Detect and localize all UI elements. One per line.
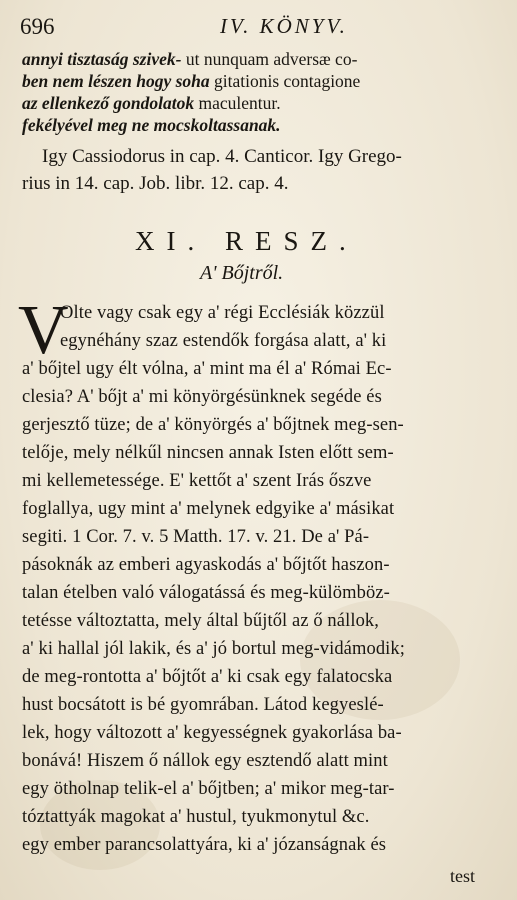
body-line: egynéhány szaz estendők forgása alatt, a' ki	[60, 331, 387, 351]
quote-italic-text: az ellenkező gondolatok	[22, 93, 195, 113]
running-header	[20, 14, 500, 44]
quote-line	[22, 115, 281, 136]
body-line: gerjesztő tüze; de a' könyörgés a' bőjtnek meg-sen-	[22, 415, 404, 435]
drop-cap: V	[18, 292, 69, 369]
quote-italic-text: fekélyével meg ne mocskoltassanak.	[22, 115, 281, 135]
catchword: test	[450, 866, 475, 886]
reference-line: Igy Cassiodorus in cap. 4. Canticor. Igy Grego-	[42, 146, 402, 167]
body-line: foglallya, ugy mint a' melynek edgyike a' másikat	[22, 499, 395, 519]
chapter-title: XI. RESZ.	[135, 226, 358, 256]
body-line: egy ember parancsolattyára, ki a' józanságnak és	[22, 835, 387, 855]
quote-latin-text: gitationis contagione	[209, 71, 361, 91]
quote-latin-text: ut nunquam adversæ co-	[181, 49, 358, 69]
body-line: telője, mely nélkűl nincsen annak Isten előtt sem-	[22, 443, 394, 463]
page-number: 696	[20, 14, 55, 39]
body-line: a' ki hallal jól lakik, és a' jó bortul meg-vidámodik;	[22, 639, 406, 659]
quote-line	[22, 71, 360, 92]
body-line: segiti. 1 Cor. 7. v. 5 Matth. 17. v. 21. De a' Pá-	[22, 527, 370, 547]
body-line: mi kellemetessége. E' kettőt a' szent Irás őszve	[22, 471, 372, 491]
body-line: hust bocsátott is bé gyomrában. Látod kegyeslé-	[22, 695, 384, 715]
body-line: talan ételben való válogatássá és meg-külömböz-	[22, 583, 390, 603]
quote-latin-text: maculentur.	[194, 93, 281, 113]
body-line: tóztattyák magokat a' hustul, tyukmonytul &c.	[22, 807, 370, 827]
body-line: Olte vagy csak egy a' régi Ecclésiák közzül	[60, 303, 385, 323]
body-line: pásoknák az emberi agyaskodás a' bőjtőt haszon-	[22, 555, 390, 575]
body-line: lek, hogy változott a' kegyességnek gyakorlása ba-	[22, 723, 402, 743]
body-line: a' bőjtel ugy élt vólna, a' mint ma él a' Római Ec-	[22, 359, 392, 379]
chapter-subtitle: A' Bőjtről.	[200, 262, 284, 284]
body-line: clesia? A' bőjt a' mi könyörgésünknek segéde és	[22, 387, 382, 407]
running-head: IV. KÖNYV.	[220, 14, 348, 38]
quote-italic-text: ben nem lészen hogy soha	[22, 71, 210, 91]
body-line: de meg-rontotta a' bőjtőt a' ki csak egy falatocska	[22, 667, 393, 687]
quote-italic-text: annyi tisztaság szivek-	[22, 49, 182, 69]
body-line: bonává! Hiszem ő nállok egy esztendő alatt mint	[22, 751, 388, 771]
reference-line: rius in 14. cap. Job. libr. 12. cap. 4.	[22, 173, 289, 194]
quote-line	[22, 49, 357, 70]
body-line: egy ötholnap telik-el a' bőjtben; a' mikor meg-tar-	[22, 779, 395, 799]
body-line: tetésse változtatta, mely által bűjtől az ő nállok,	[22, 611, 379, 631]
quote-line	[22, 93, 281, 114]
